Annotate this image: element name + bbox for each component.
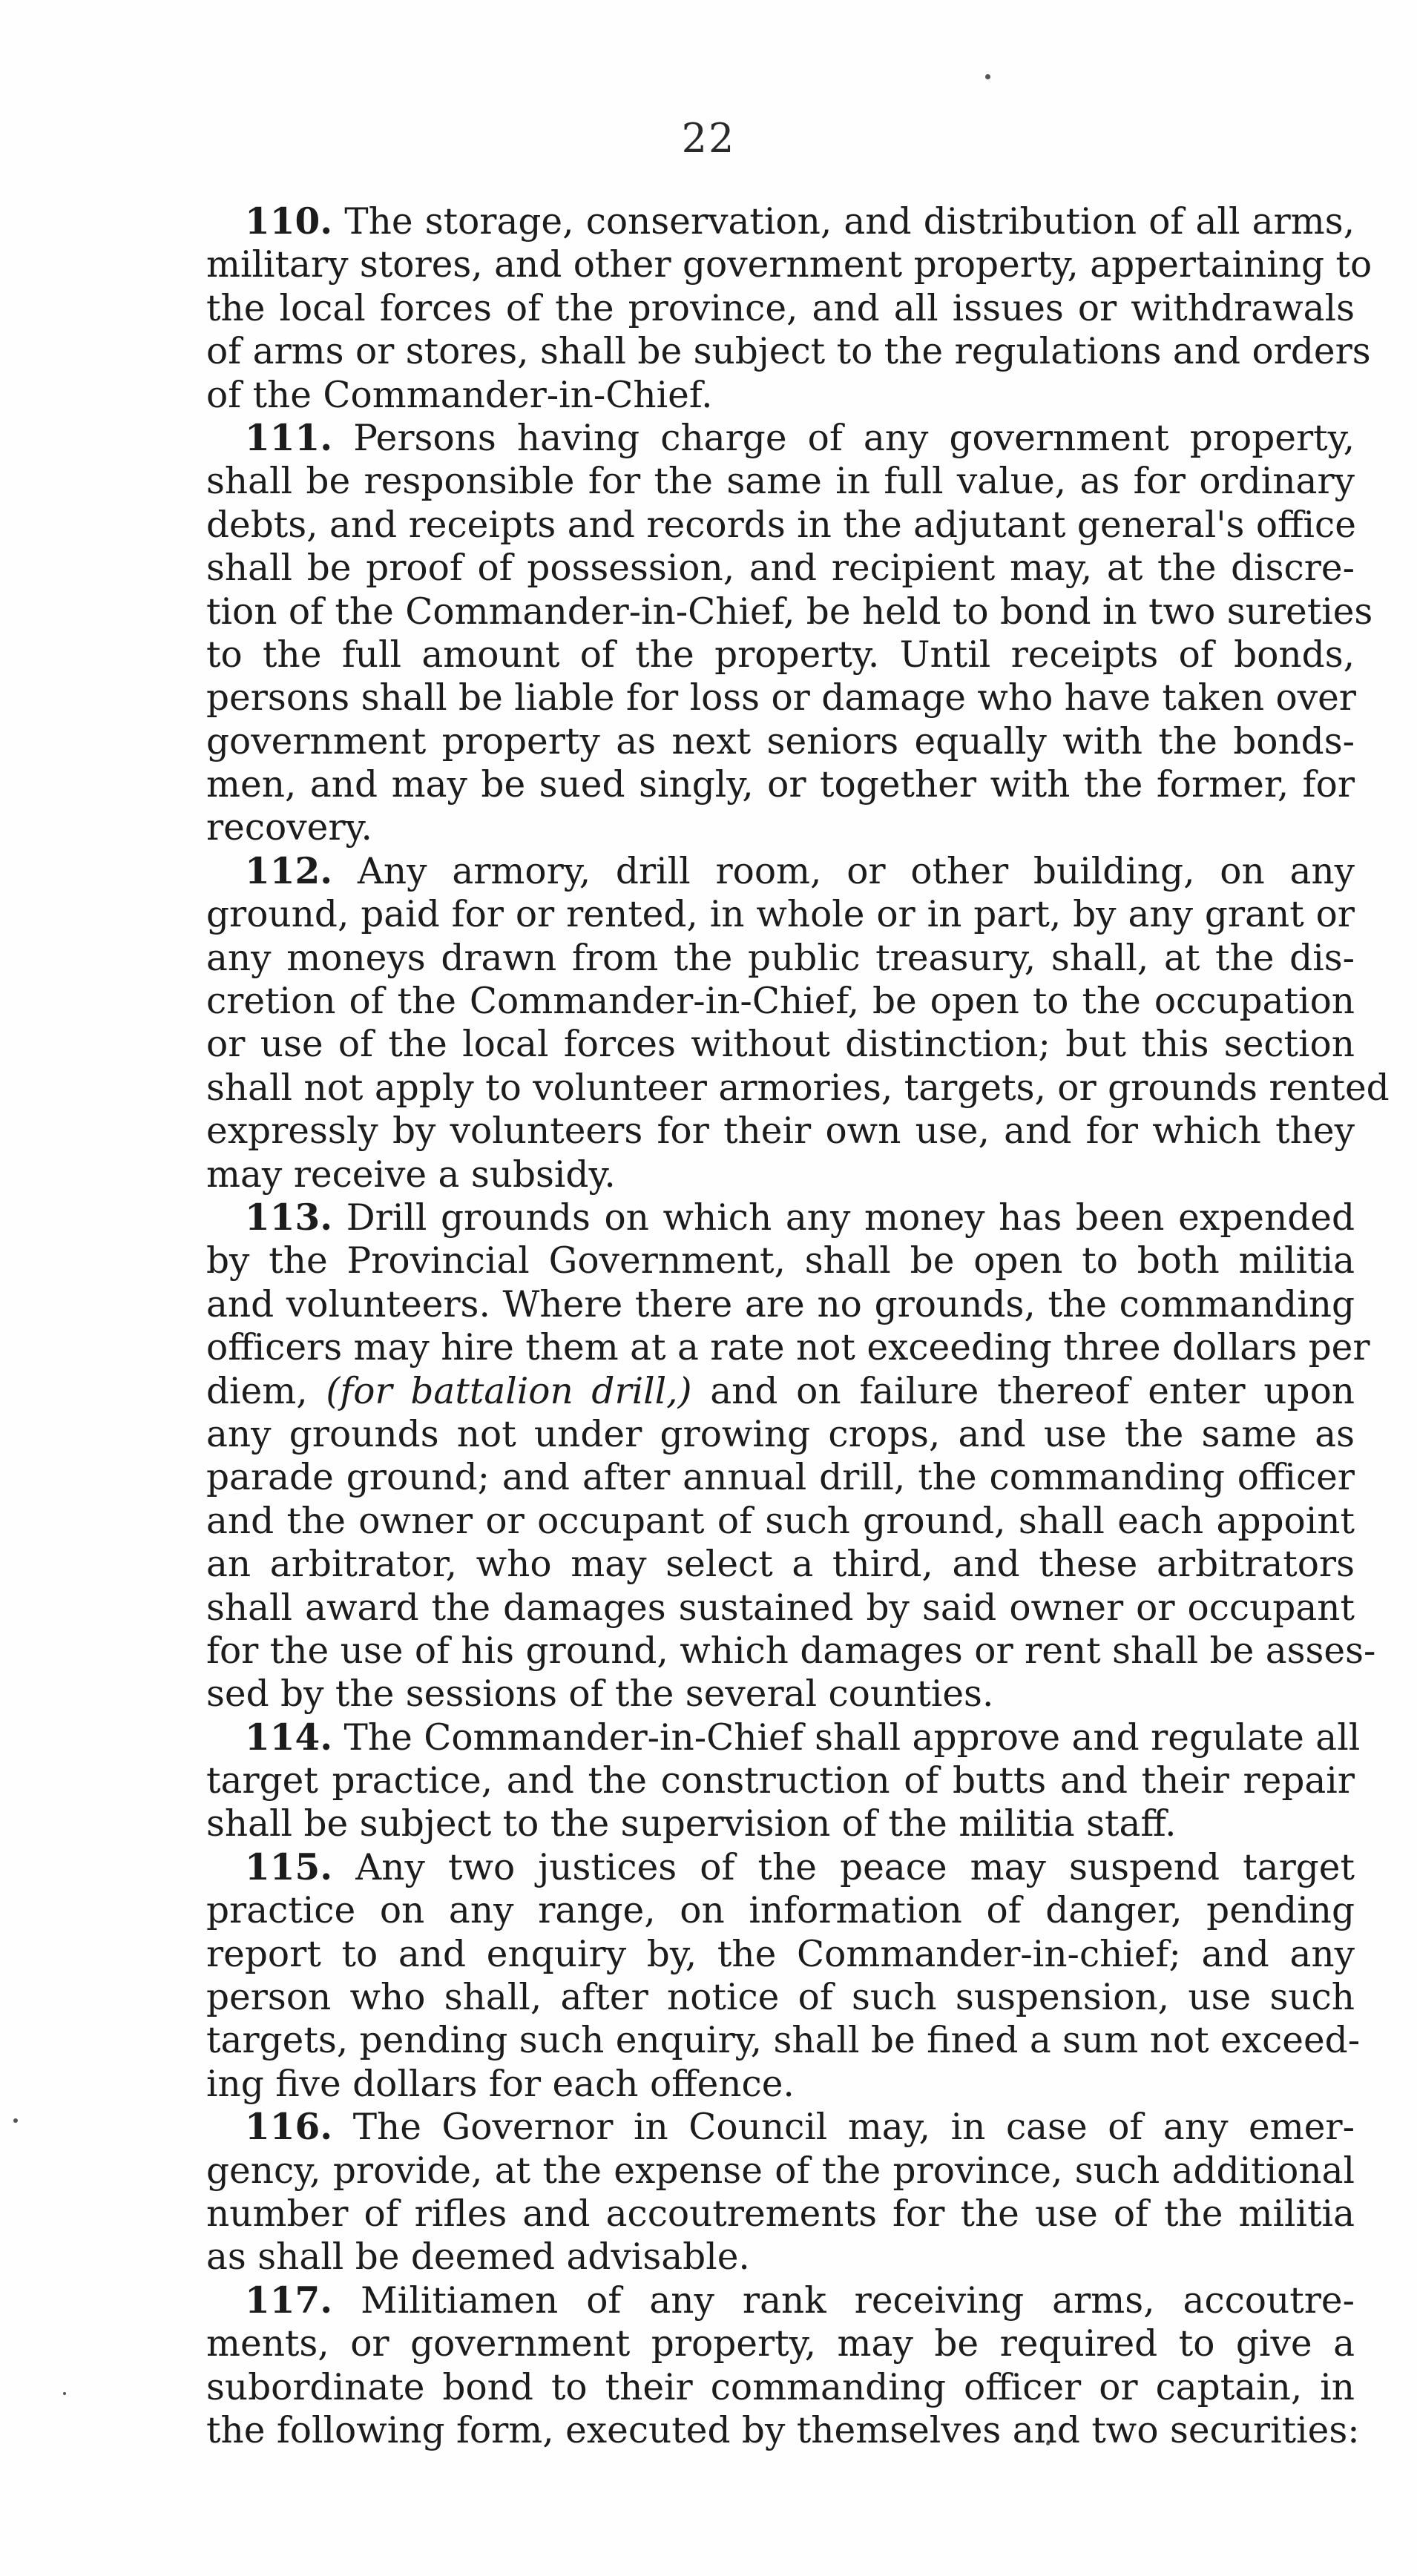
scan-speck <box>13 2118 18 2123</box>
section-number: 117. <box>245 2279 333 2322</box>
text-line: men, and may be sued singly, or together with the former, for <box>206 764 1355 806</box>
text-line: shall be responsible for the same in full value, as for ordinary <box>206 461 1355 503</box>
section-112 <box>206 849 1390 1196</box>
text-line: officers may hire them at a rate not exceeding three dollars per <box>206 1327 1370 1369</box>
text-line: 111. Persons having charge of any government property, <box>245 416 1355 459</box>
section-111 <box>206 416 1373 850</box>
text-line: gency, provide, at the expense of the province, such additional <box>206 2150 1355 2192</box>
text-line: person who shall, after notice of such suspension, use such <box>206 1977 1355 2019</box>
text-line: of the Commander-in-Chief. <box>206 374 713 416</box>
italic-phrase: (for battalion drill,) <box>326 1370 692 1412</box>
text-line: may receive a subsidy. <box>206 1153 616 1196</box>
text-line: ments, or government property, may be required to give a <box>206 2323 1355 2365</box>
text-line: cretion of the Commander-in-Chief, be open to the occupation <box>206 981 1355 1023</box>
text-line: shall award the damages sustained by said owner or occupant <box>206 1587 1355 1629</box>
text-line: persons shall be liable for loss or damage who have taken over <box>206 677 1356 719</box>
text-line: shall not apply to volunteer armories, targets, or grounds rented <box>206 1067 1390 1109</box>
text-line: diem, (for battalion drill,) and on failure thereof enter upon <box>206 1370 1355 1412</box>
section-number: 113. <box>245 1196 333 1239</box>
scan-speck <box>985 74 990 79</box>
text-line: the following form, executed by themselves and two securities: <box>206 2409 1360 2451</box>
section-number: 115. <box>245 1845 333 1888</box>
text-line: 110. The storage, conservation, and distribution of all arms, <box>245 200 1355 243</box>
section-number: 116. <box>245 2106 333 2149</box>
text-line: practice on any range, on information of danger, pending <box>206 1890 1355 1932</box>
text-line: military stores, and other government property, appertaining to <box>206 244 1372 286</box>
text-line: or use of the local forces without distinction; but this section <box>206 1024 1355 1066</box>
text-line: the local forces of the province, and all issues or withdrawals <box>206 287 1355 329</box>
text-line: 117. Militiamen of any rank receiving arms, accoutre- <box>245 2279 1355 2322</box>
text-line: 114. The Commander-in-Chief shall approve and regulate all <box>245 1716 1361 1759</box>
text-line: 112. Any armory, drill room, or other building, on any <box>245 849 1355 892</box>
text-line: parade ground; and after annual drill, the commanding officer <box>206 1457 1355 1499</box>
text-line: targets, pending such enquiry, shall be fined a sum not exceed- <box>206 2020 1361 2062</box>
text-line: and the owner or occupant of such ground, shall each appoint <box>206 1500 1355 1542</box>
text-line: report to and enquiry by, the Commander-in-chief; and any <box>206 1933 1355 1975</box>
page-number: 22 <box>681 115 736 162</box>
text-line: as shall be deemed advisable. <box>206 2236 750 2279</box>
text-line: tion of the Commander-in-Chief, be held to bond in two sureties <box>206 590 1373 633</box>
text-line: expressly by volunteers for their own use, and for which they <box>206 1110 1355 1153</box>
text-line: by the Provincial Government, shall be open to both militia <box>206 1240 1355 1282</box>
text-line: subordinate bond to their commanding officer or captain, in <box>206 2366 1355 2408</box>
body-text <box>206 200 1390 2452</box>
section-number: 114. <box>245 1716 333 1759</box>
text-line: target practice, and the construction of butts and their repair <box>206 1760 1355 1802</box>
text-line: ground, paid for or rented, in whole or in part, by any grant or <box>206 894 1355 936</box>
text-line: of arms or stores, shall be subject to the regulations and orders <box>206 331 1371 373</box>
section-number: 112. <box>245 849 333 892</box>
section-110 <box>206 200 1372 417</box>
section-114 <box>206 1716 1361 1846</box>
section-113 <box>206 1196 1376 1716</box>
text-line: to the full amount of the property. Until receipts of bonds, <box>206 633 1355 676</box>
text-line: shall be proof of possession, and recipient may, at the discre- <box>206 547 1355 590</box>
text-line: and volunteers. Where there are no grounds, the commanding <box>206 1283 1355 1325</box>
section-116 <box>206 2106 1355 2279</box>
scan-speck <box>63 2392 66 2395</box>
text-line: 113. Drill grounds on which any money has been expended <box>245 1196 1355 1239</box>
text-line: ing five dollars for each offence. <box>206 2063 795 2105</box>
text-line: sed by the sessions of the several counties. <box>206 1673 994 1716</box>
text-line: 115. Any two justices of the peace may suspend target <box>245 1845 1355 1888</box>
text-line: recovery. <box>206 807 372 849</box>
text-line: for the use of his ground, which damages or rent shall be asses- <box>206 1630 1376 1672</box>
section-115 <box>206 1845 1361 2106</box>
section-number: 110. <box>245 200 333 243</box>
text-line: any grounds not under growing crops, and use the same as <box>206 1413 1355 1455</box>
section-117 <box>206 2279 1360 2453</box>
section-number: 111. <box>245 416 333 459</box>
text-line: debts, and receipts and records in the adjutant general's office <box>206 504 1356 546</box>
text-line: 116. The Governor in Council may, in case of any emer- <box>245 2106 1355 2149</box>
text-line: any moneys drawn from the public treasury, shall, at the dis- <box>206 937 1355 979</box>
text-line: an arbitrator, who may select a third, and these arbitrators <box>206 1544 1355 1586</box>
text-line: number of rifles and accoutrements for the use of the militia <box>206 2193 1355 2235</box>
text-line: shall be subject to the supervision of the militia staff. <box>206 1803 1177 1845</box>
text-line: government property as next seniors equally with the bonds- <box>206 720 1355 762</box>
